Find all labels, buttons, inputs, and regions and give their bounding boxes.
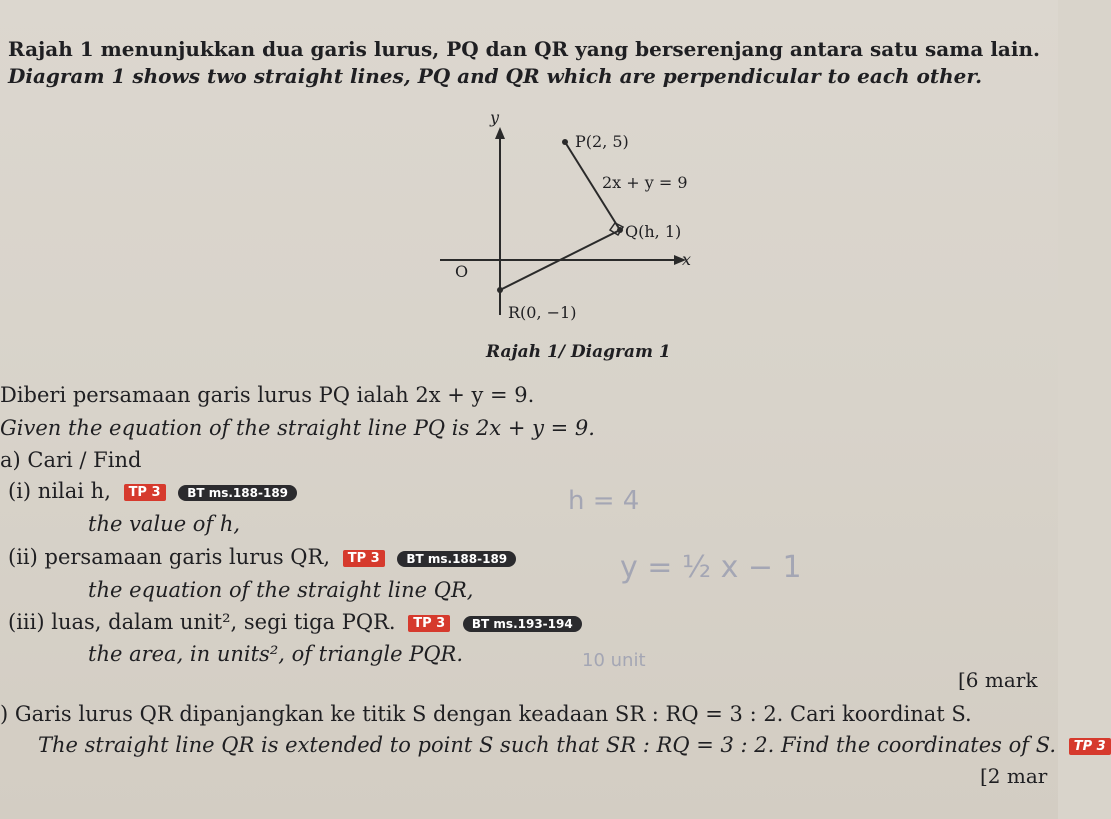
question-iii-text: luas, dalam unit², segi tiga PQR. (51, 610, 396, 634)
point-r (497, 287, 503, 293)
handwritten-answer-iii: 10 unit (582, 650, 646, 671)
handwritten-answer-ii: y = ½ x − 1 (620, 550, 802, 585)
y-axis-arrow (495, 127, 505, 139)
question-ii-text: persamaan garis lurus QR, (44, 545, 331, 569)
question-i-text: nilai h, (37, 479, 111, 503)
point-p (562, 139, 568, 145)
part-b-english (38, 733, 1111, 757)
question-iii-number: (iii) (8, 610, 45, 634)
question-iii-tp-badge: TP 3 (408, 615, 450, 632)
line-pq-equation: 2x + y = 9 (602, 173, 688, 192)
question-ii-bt-badge: BT ms.188-189 (397, 551, 516, 567)
question-i-english: the value of h, (88, 512, 241, 536)
point-q-label: Q(h, 1) (625, 222, 682, 241)
question-i-number: (i) (8, 479, 32, 503)
handwritten-answer-i: h = 4 (568, 486, 640, 516)
intro-malay: Rajah 1 menunjukkan dua garis lurus, PQ dan QR yang berserenjang antara satu sama lain. (8, 37, 1040, 61)
given-english: Given the equation of the straight line PQ is 2x + y = 9. (0, 416, 595, 440)
question-iii-english: the area, in units², of triangle PQR. (88, 642, 464, 666)
part-b-marks: [2 mar (980, 764, 1048, 788)
question-i-bt-badge: BT ms.188-189 (178, 485, 297, 501)
diagram-figure (420, 105, 740, 365)
question-iii-bt-badge: BT ms.193-194 (463, 616, 582, 632)
part-b-english-text: The straight line QR is extended to point S such that SR : RQ = 3 : 2. Find the coordinates of S. (38, 733, 1057, 757)
point-q (617, 227, 623, 233)
given-malay: Diberi persamaan garis lurus PQ ialah 2x + y = 9. (0, 383, 535, 407)
question-ii-malay (8, 545, 516, 569)
part-b-malay: ) Garis lurus QR dipanjangkan ke titik S dengan keadaan SR : RQ = 3 : 2. Cari koordinat S. (0, 702, 972, 726)
question-i-malay (8, 479, 297, 503)
question-ii-english: the equation of the straight line QR, (88, 578, 474, 602)
y-axis-label: y (490, 108, 500, 127)
point-r-label: R(0, −1) (508, 303, 577, 322)
x-axis-label: x (682, 250, 692, 269)
question-ii-number: (ii) (8, 545, 38, 569)
question-i-tp-badge: TP 3 (124, 484, 166, 501)
part-b-tp-badge: TP 3 (1069, 738, 1111, 755)
diagram-caption: Rajah 1/ Diagram 1 (486, 342, 671, 362)
intro-english: Diagram 1 shows two straight lines, PQ and QR which are perpendicular to each other. (8, 64, 983, 88)
part-a-marks: [6 mark (958, 668, 1038, 692)
origin-label: O (455, 262, 469, 281)
point-p-label: P(2, 5) (575, 132, 629, 151)
question-ii-tp-badge: TP 3 (343, 550, 385, 567)
question-iii-malay (8, 610, 582, 634)
part-a-label: a) Cari / Find (0, 448, 142, 472)
